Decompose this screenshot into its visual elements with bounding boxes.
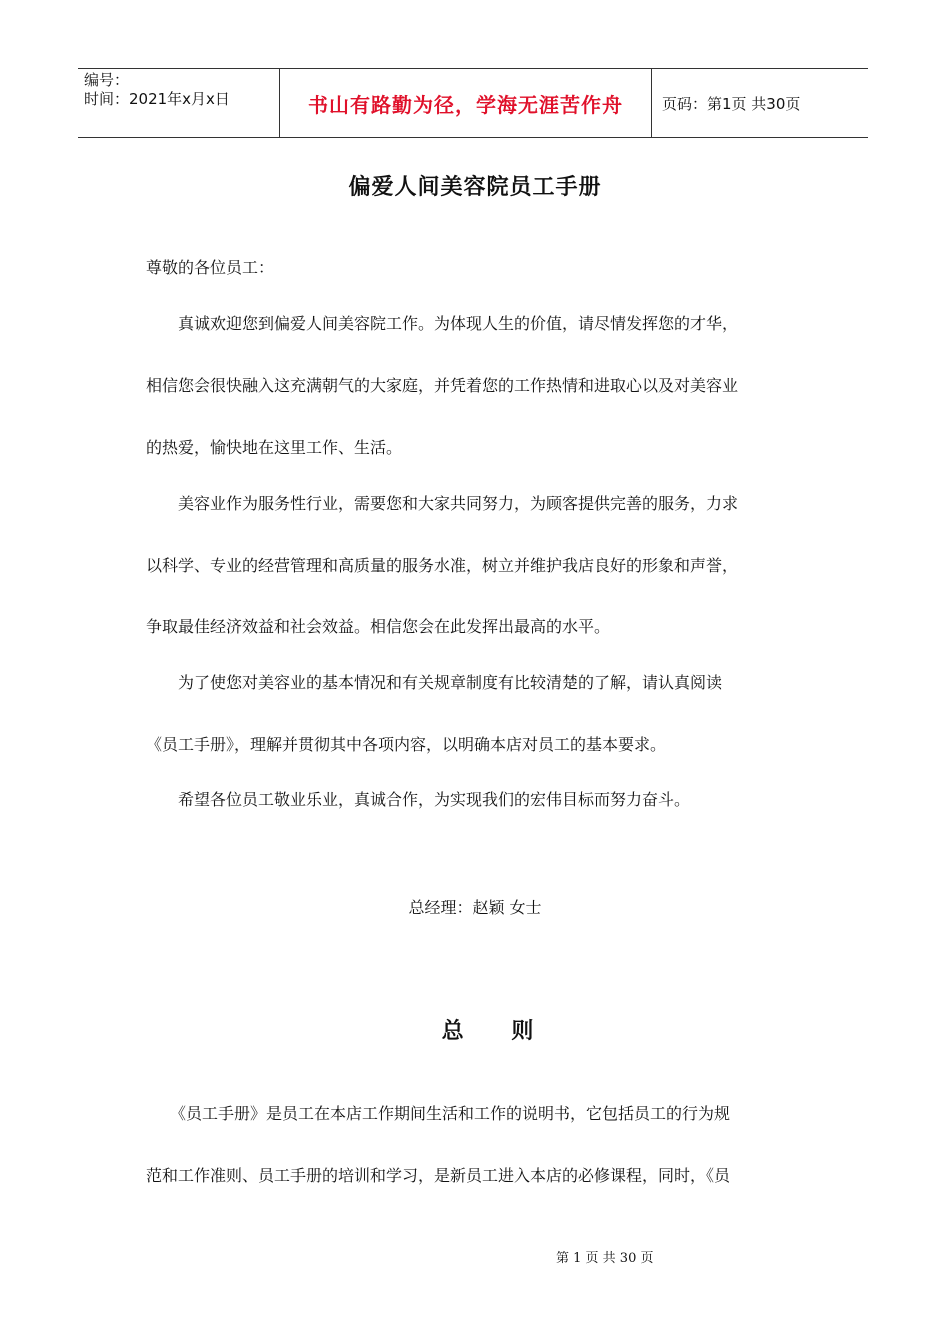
body-line: 以科学、专业的经营管理和高质量的服务水准，树立并维护我店良好的形象和声誉，	[146, 556, 739, 575]
section-title: 总 则	[441, 1019, 534, 1044]
section-line: 范和工作准则、员工手册的培训和学习，是新员工进入本店的必修课程，同时，《员	[146, 1166, 731, 1185]
body-line: 的热爱，愉快地在这里工作、生活。	[146, 438, 403, 457]
body-line: 真诚欢迎您到偏爱人间美容院工作。为体现人生的价值，请尽情发挥您的才华，	[146, 314, 739, 333]
document-header	[78, 68, 868, 138]
header-page-info: 页码：第1页 共30页	[662, 94, 801, 113]
section-line: 《员工手册》是员工在本店工作期间生活和工作的说明书，它包括员工的行为规	[146, 1104, 731, 1123]
time-label: 时间：2021年x月x日	[84, 90, 230, 108]
header-motto: 书山有路勤为径，学海无涯苦作舟	[280, 69, 652, 137]
page-footer: 第 1 页 共 30 页	[556, 1251, 654, 1266]
number-label: 编号：	[84, 71, 130, 89]
document-title: 偏爱人间美容院员工手册	[348, 174, 602, 200]
body-line: 美容业作为服务性行业，需要您和大家共同努力，为顾客提供完善的服务，力求	[146, 494, 739, 513]
header-meta	[78, 69, 280, 137]
body-line: 争取最佳经济效益和社会效益。相信您会在此发挥出最高的水平。	[146, 617, 611, 636]
signature: 总经理：赵颖 女士	[408, 898, 542, 917]
body-line: 希望各位员工敬业乐业，真诚合作，为实现我们的宏伟目标而努力奋斗。	[146, 790, 691, 809]
body-line: 《员工手册》，理解并贯彻其中各项内容，以明确本店对员工的基本要求。	[146, 735, 667, 754]
body-line: 为了使您对美容业的基本情况和有关规章制度有比较清楚的了解，请认真阅读	[146, 673, 723, 692]
greeting: 尊敬的各位员工：	[146, 258, 275, 277]
body-line: 相信您会很快融入这充满朝气的大家庭，并凭着您的工作热情和进取心以及对美容业	[146, 376, 739, 395]
